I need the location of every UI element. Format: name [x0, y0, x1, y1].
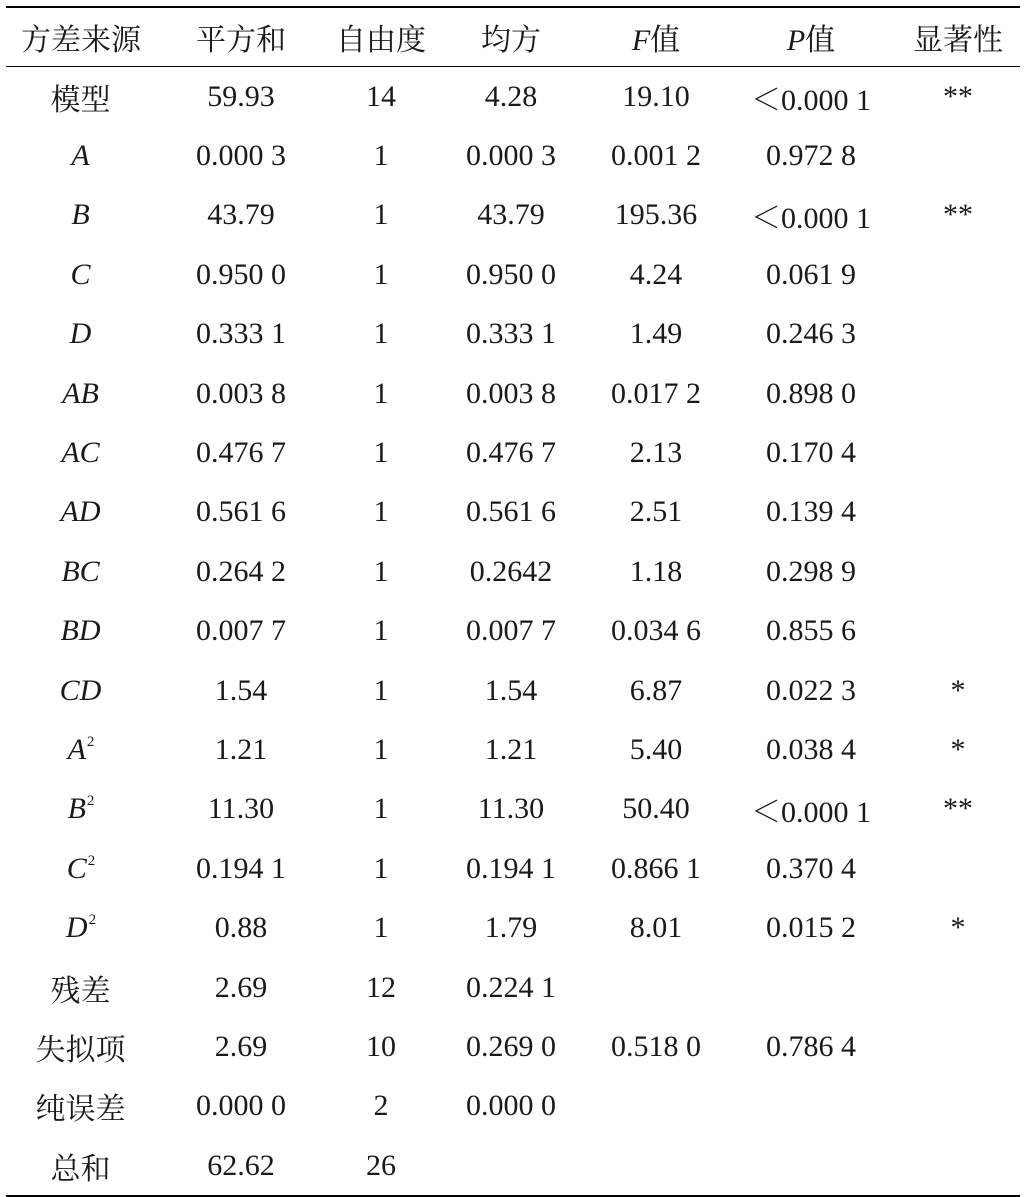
table-header-row: [6, 7, 1020, 67]
table-row: [6, 720, 1020, 779]
cell-sum-of-squares: 11.30: [207, 792, 275, 826]
cell-degrees-of-freedom: 10: [366, 1029, 396, 1063]
table-row: [6, 126, 1020, 185]
cell-degrees-of-freedom: 1: [373, 732, 389, 766]
cell-sum-of-squares: 2.69: [214, 970, 268, 1004]
table-row: [6, 1077, 1020, 1136]
cell-significance: [896, 542, 1020, 601]
cell-mean-square: 0.000 3: [466, 139, 556, 173]
source-exponent: 2: [86, 733, 95, 750]
cell-f-value: 0.017 2: [611, 376, 701, 410]
cell-source: $D^2$: [65, 911, 97, 945]
cell-sum-of-squares: 1.54: [214, 673, 268, 707]
cell-mean-square: 0.224 1: [466, 970, 556, 1004]
cell-sum-of-squares: 0.007 7: [196, 614, 286, 648]
table-row: [6, 305, 1020, 364]
cell-significance: [896, 305, 1020, 364]
cell-f-value: 0.034 6: [611, 614, 701, 648]
cell-degrees-of-freedom: 1: [373, 257, 389, 291]
cell-p-value: 0.022 3: [766, 673, 856, 707]
cell-f-value: 4.24: [629, 257, 683, 291]
table-row: [6, 661, 1020, 720]
cell-significance: [896, 126, 1020, 185]
cell-f-value: 1.49: [629, 317, 683, 351]
header-mean-square: 均方: [481, 24, 541, 57]
source-exponent: 2: [87, 852, 96, 869]
cell-significance: **: [943, 198, 973, 232]
cell-sum-of-squares: 1.21: [214, 732, 268, 766]
cell-p-value: 0.898 0: [766, 376, 856, 410]
cell-p-value: 0.370 4: [766, 851, 856, 885]
cell-significance: [896, 483, 1020, 542]
cell-source: AB: [62, 376, 99, 410]
table-row: [6, 839, 1020, 898]
cell-f-value: 6.87: [629, 673, 683, 707]
cell-f-value: 1.18: [629, 554, 683, 588]
cell-degrees-of-freedom: 1: [373, 851, 389, 885]
cell-source: CD: [59, 673, 102, 707]
cell-p-value: [726, 958, 896, 1017]
cell-source: 模型: [50, 83, 111, 117]
cell-p-value: 0.246 3: [766, 317, 856, 351]
cell-significance: [896, 1017, 1020, 1076]
header-degrees-of-freedom: 自由度: [336, 24, 426, 57]
cell-f-value: [586, 1136, 726, 1196]
cell-source: AD: [60, 495, 101, 529]
table-row: [6, 245, 1020, 304]
cell-mean-square: 0.003 8: [466, 376, 556, 410]
cell-degrees-of-freedom: 1: [373, 673, 389, 707]
cell-significance: [896, 364, 1020, 423]
cell-sum-of-squares: 0.003 8: [196, 376, 286, 410]
cell-significance: **: [943, 79, 973, 113]
source-exponent: 2: [86, 793, 95, 810]
cell-source: BD: [60, 614, 101, 648]
cell-significance: **: [943, 792, 973, 826]
cell-f-value: 2.13: [629, 436, 683, 470]
cell-degrees-of-freedom: 2: [373, 1089, 389, 1123]
cell-source: 失拟项: [35, 1033, 126, 1067]
cell-degrees-of-freedom: 1: [373, 376, 389, 410]
cell-mean-square: 0.950 0: [466, 257, 556, 291]
cell-mean-square: 0.007 7: [466, 614, 556, 648]
cell-degrees-of-freedom: 26: [366, 1148, 396, 1182]
header-sum-of-squares: 平方和: [196, 24, 286, 57]
cell-f-value: [586, 958, 726, 1017]
cell-degrees-of-freedom: 1: [373, 495, 389, 529]
cell-degrees-of-freedom: 1: [373, 614, 389, 648]
cell-sum-of-squares: 59.93: [207, 79, 275, 113]
anova-table: [6, 6, 1020, 1197]
table-row: [6, 67, 1020, 127]
cell-degrees-of-freedom: 1: [373, 436, 389, 470]
cell-significance: [896, 839, 1020, 898]
cell-degrees-of-freedom: 1: [373, 139, 389, 173]
header-p-value: P值: [786, 24, 836, 57]
cell-p-value: 0.972 8: [766, 139, 856, 173]
cell-degrees-of-freedom: 1: [373, 198, 389, 232]
cell-p-value: 0.786 4: [766, 1029, 856, 1063]
cell-source: 总和: [50, 1152, 111, 1186]
cell-f-value: 195.36: [614, 198, 698, 232]
table-row: [6, 602, 1020, 661]
table-row: [6, 423, 1020, 482]
cell-source: B: [71, 198, 90, 232]
cell-p-value: 0.038 4: [766, 732, 856, 766]
cell-sum-of-squares: 62.62: [207, 1148, 275, 1182]
cell-mean-square: 1.21: [484, 732, 538, 766]
cell-degrees-of-freedom: 1: [373, 554, 389, 588]
cell-p-value: 0.170 4: [766, 436, 856, 470]
cell-significance: *: [950, 673, 966, 707]
cell-p-value: ＜0.000 1: [751, 796, 871, 830]
cell-sum-of-squares: 43.79: [207, 198, 275, 232]
cell-f-value: 8.01: [629, 911, 683, 945]
cell-mean-square: 1.54: [484, 673, 538, 707]
cell-mean-square: 43.79: [477, 198, 545, 232]
source-exponent: 2: [88, 912, 97, 929]
cell-p-value: 0.015 2: [766, 911, 856, 945]
table-row: [6, 542, 1020, 601]
cell-f-value: 0.518 0: [611, 1029, 701, 1063]
cell-f-value: [586, 1077, 726, 1136]
cell-sum-of-squares: 0.333 1: [196, 317, 286, 351]
cell-degrees-of-freedom: 1: [373, 792, 389, 826]
header-significance: 显著性: [913, 24, 1003, 57]
cell-source: $B^2$: [67, 792, 95, 826]
cell-p-value: 0.061 9: [766, 257, 856, 291]
cell-source: D: [69, 317, 92, 351]
header-source: 方差来源: [21, 24, 141, 57]
table-body: [6, 67, 1020, 1197]
cell-sum-of-squares: 0.000 3: [196, 139, 286, 173]
cell-source: $C^2$: [66, 851, 96, 885]
table-row: [6, 958, 1020, 1017]
cell-mean-square: 0.000 0: [466, 1089, 556, 1123]
cell-significance: [896, 958, 1020, 1017]
cell-mean-square: 0.194 1: [466, 851, 556, 885]
table-row: [6, 1136, 1020, 1196]
cell-f-value: 5.40: [629, 732, 683, 766]
cell-f-value: 50.40: [622, 792, 690, 826]
cell-source: 纯误差: [35, 1093, 126, 1127]
cell-mean-square: 11.30: [477, 792, 545, 826]
cell-sum-of-squares: 0.88: [214, 911, 268, 945]
cell-significance: [896, 602, 1020, 661]
cell-source: A: [71, 139, 90, 173]
cell-source: $A^2$: [67, 732, 95, 766]
cell-source: 残差: [50, 974, 111, 1008]
cell-f-value: 19.10: [622, 79, 690, 113]
cell-p-value: 0.139 4: [766, 495, 856, 529]
cell-mean-square: 0.2642: [469, 554, 553, 588]
table-row: [6, 483, 1020, 542]
cell-significance: [896, 245, 1020, 304]
cell-f-value: 0.866 1: [611, 851, 701, 885]
cell-significance: [896, 1077, 1020, 1136]
cell-source: AC: [61, 436, 100, 470]
cell-f-value: 0.001 2: [611, 139, 701, 173]
cell-degrees-of-freedom: 12: [366, 970, 396, 1004]
cell-significance: [896, 423, 1020, 482]
cell-mean-square: 4.28: [484, 79, 538, 113]
cell-degrees-of-freedom: 1: [373, 317, 389, 351]
cell-significance: *: [950, 911, 966, 945]
cell-source: BC: [61, 554, 100, 588]
table-row: [6, 898, 1020, 957]
cell-f-value: 2.51: [629, 495, 683, 529]
cell-sum-of-squares: 0.476 7: [196, 436, 286, 470]
cell-p-value: 0.855 6: [766, 614, 856, 648]
cell-p-value: ＜0.000 1: [751, 202, 871, 236]
cell-sum-of-squares: 0.264 2: [196, 554, 286, 588]
cell-mean-square: 0.333 1: [466, 317, 556, 351]
cell-p-value: ＜0.000 1: [751, 83, 871, 117]
cell-mean-square: 0.269 0: [466, 1029, 556, 1063]
cell-sum-of-squares: 0.561 6: [196, 495, 286, 529]
cell-significance: [896, 1136, 1020, 1196]
cell-sum-of-squares: 0.950 0: [196, 257, 286, 291]
cell-p-value: [726, 1136, 896, 1196]
cell-degrees-of-freedom: 1: [373, 911, 389, 945]
cell-mean-square: 1.79: [484, 911, 538, 945]
cell-mean-square: [436, 1136, 586, 1196]
cell-degrees-of-freedom: 14: [366, 79, 396, 113]
cell-sum-of-squares: 0.194 1: [196, 851, 286, 885]
table-row: [6, 780, 1020, 839]
cell-sum-of-squares: 0.000 0: [196, 1089, 286, 1123]
cell-p-value: [726, 1077, 896, 1136]
table-row: [6, 186, 1020, 245]
cell-sum-of-squares: 2.69: [214, 1029, 268, 1063]
table-row: [6, 364, 1020, 423]
cell-mean-square: 0.561 6: [466, 495, 556, 529]
cell-significance: *: [950, 732, 966, 766]
table-row: [6, 1017, 1020, 1076]
header-f-value: F值: [631, 24, 681, 57]
cell-mean-square: 0.476 7: [466, 436, 556, 470]
cell-source: C: [70, 257, 91, 291]
cell-p-value: 0.298 9: [766, 554, 856, 588]
